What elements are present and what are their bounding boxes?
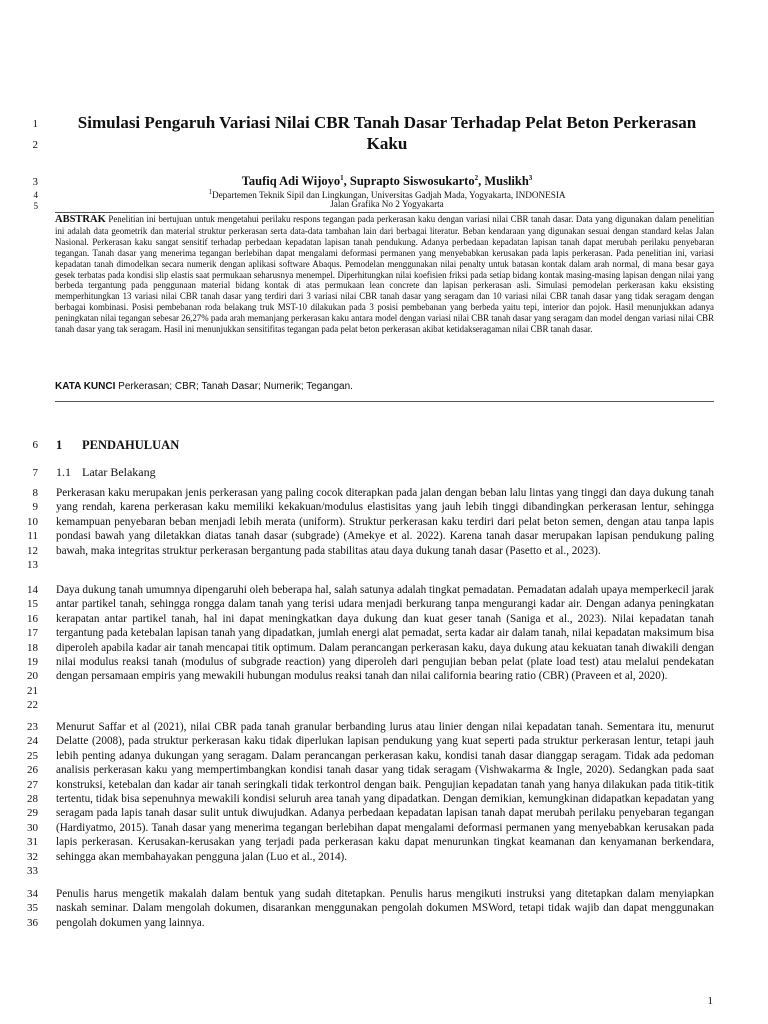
keywords bbox=[55, 381, 353, 392]
line-number: 16 bbox=[27, 612, 38, 625]
paper-title: Simulasi Pengaruh Variasi Nilai CBR Tanah Dasar Terhadap Pelat Beton Perkerasan Kaku bbox=[77, 113, 697, 153]
line-number: 5 bbox=[33, 201, 38, 211]
author-name: Muslikh bbox=[484, 174, 529, 189]
body-paragraph: Menurut Saffar et al (2021), nilai CBR pada tanah granular berbanding lurus atau linier dengan nilai kepadatan tanah. Sementara itu, menurut Delatte (2008), pada struktur perkerasan kaku tidak diperlukan lapisan pendukung yang kuat seperti pada struktur perkerasan lentur, tetapi jauh lebih penting adanya dukungan yang seragam. Dalam perancangan perkerasan kaku, kondisi tanah dasar dianggap seragam. Tidak ada pedoman analisis perkerasan kaku yang mempertimbangkan kondisi tanah dasar yang tidak seragam (Vishwakarma & Ingle, 2020). Sedangkan pada saat konstruksi, ketebalan dan kadar air tanah seringkali tidak terkontrol dengan baik. Pengujian kepadatan tanah yang hanya dilakukan pada titik-titik tertentu, tidak bisa sepenuhnya mewakili kondisi seluruh area tanah yang dipadatkan. Dengan demikian, kemungkinan didapatkan kepadatan yang seragam pada lapis tanah dasar sulit untuk diwujudkan. Adanya perbedaan kepadatan lapisan tanah dapat merubah perilaku penyebaran tegangan (Hardiyatmo, 2015). Tanah dasar yang menerima tegangan berlebihan dapat mengalami deformasi permanen yang menyebabkan kerusakan pada lapis perkerasan. Kerusakan-kerusakan yang terjadi pada perkerasan kaku dapat menurunkan tingkat keamanan dan kenyamanan berkendara, sehingga akan membahayakan pengguna jalan (Luo et al., 2014). bbox=[56, 721, 714, 863]
line-number: 11 bbox=[27, 530, 38, 543]
section-number: 1 bbox=[56, 438, 63, 452]
keywords-label: KATA KUNCI bbox=[55, 381, 116, 392]
affiliation-address: Jalan Grafika No 2 Yogyakarta bbox=[330, 199, 444, 209]
subsection-number: 1.1 bbox=[56, 465, 71, 479]
line-number: 21 bbox=[27, 684, 38, 697]
line-number: 7 bbox=[32, 467, 38, 479]
line-number: 17 bbox=[27, 627, 38, 640]
line-number: 22 bbox=[27, 699, 38, 712]
line-number: 29 bbox=[27, 807, 38, 820]
line-number: 14 bbox=[27, 584, 38, 596]
line-number: 25 bbox=[27, 749, 38, 762]
section-title: PENDAHULUAN bbox=[82, 438, 180, 452]
keywords-text: Perkerasan; CBR; Tanah Dasar; Numerik; Tegangan. bbox=[118, 381, 353, 392]
author-affiliation-mark: 3 bbox=[528, 174, 533, 182]
line-number: 35 bbox=[27, 902, 38, 915]
line-number: 4 bbox=[33, 190, 38, 200]
line-number: 12 bbox=[27, 544, 38, 557]
line-number: 24 bbox=[27, 735, 38, 748]
line-number: 30 bbox=[27, 821, 38, 834]
affiliation-mark: 1 bbox=[208, 188, 212, 196]
abstract-label: ABSTRAK bbox=[55, 214, 106, 225]
subsection-title: Latar Belakang bbox=[82, 465, 156, 479]
line-number: 27 bbox=[27, 778, 38, 791]
line-number: 8 bbox=[32, 487, 38, 499]
line-number: 13 bbox=[27, 559, 38, 571]
body-paragraph: Perkerasan kaku merupakan jenis perkerasan yang paling cocok diterapkan pada jalan dengan beban lalu lintas yang tinggi dan daya dukung tanah yang rendah, karena perkerasan kaku memiliki kekakuan/modulus elastisitas yang jauh lebih tinggi dibandingkan perkerasan lentur, sehingga kemampuan penyebaran beban menjadi lebih merata (uniform). Struktur perkerasan kaku terdiri dari pelat beton semen, dengan atau tanpa lapis pondasi bawah yang diletakkan diatas tanah dasar (subgrade) (Amekye et al. 2022). Karena tanah dasar merupakan lapisan pendukung paling bawah, maka integritas struktur perkerasan bergantung pada stabilitas atau daya dukung tanah dasar (Pasetto et al., 2023). bbox=[56, 487, 714, 557]
line-number: 31 bbox=[27, 836, 38, 849]
line-number: 19 bbox=[27, 656, 38, 668]
line-number: 23 bbox=[27, 721, 38, 733]
line-number: 28 bbox=[27, 793, 38, 805]
line-number: 3 bbox=[32, 176, 38, 188]
divider bbox=[55, 401, 714, 402]
page-number: 1 bbox=[707, 995, 713, 1007]
author-name: Suprapto Siswosukarto bbox=[349, 174, 475, 189]
affiliation-line: Departemen Teknik Sipil dan Lingkungan, Universitas Gadjah Mada, Yogyakarta, INDONESIA bbox=[211, 190, 566, 201]
line-number: 20 bbox=[27, 670, 38, 683]
author-list: Taufiq Adi Wijoyo$^1$, Suprapto Siswosukarto$^2$, Muslikh$^3$ bbox=[241, 174, 533, 189]
divider bbox=[55, 212, 714, 213]
line-number: 32 bbox=[27, 850, 38, 863]
author-affiliation-mark: 1 bbox=[340, 174, 344, 182]
subsection-heading bbox=[56, 465, 156, 480]
body-paragraph: Penulis harus mengetik makalah dalam bentuk yang sudah ditetapkan. Penulis harus mengikuti instruksi yang ditetapkan dalam menyiapkan naskah seminar. Dalam mengolah dokumen, disarankan menggunakan pengolah dokumen MSWord, tetapi tidak wajib dan dapat menggunakan pengolah dokumen yang lainnya. bbox=[56, 888, 714, 929]
line-number: 10 bbox=[27, 515, 38, 528]
abstract bbox=[55, 214, 714, 335]
line-number: 6 bbox=[32, 439, 38, 451]
author-name: Taufiq Adi Wijoyo bbox=[241, 174, 341, 189]
line-number: 2 bbox=[32, 139, 38, 151]
line-number: 18 bbox=[27, 641, 38, 654]
body-paragraph: Daya dukung tanah umumnya dipengaruhi oleh beberapa hal, salah satunya adalah tingkat pemadatan. Pemadatan adalah upaya memperkecil jarak antar partikel tanah, sehingga rongga dalam tanah yang terisi udara menjadi berkurang tanpa mengurangi kadar air. Dengan adanya peningkatan kerapatan antar partikel tanah, hal ini dapat meningkatkan daya dukung dan kuat geser tanah (Saniga et al., 2023). Nilai kepadatan tanah tergantung pada ketebalan lapisan tanah yang dipadatkan, jumlah energi alat pemadat, serta kadar air dalam tanah, nilai kepadatan maksimum bisa diperoleh apabila kadar air tanah mencapai titik optimum. Dalam perancangan perkerasan kaku, daya dukung atau kekuatan tanah diwakili dengan nilai modulus reaksi tanah (modulus of subgrade reaction) yang diperoleh dari pengujian beban pelat (plate load test) atau melalui pendekatan dengan persamaan empiris yang mewakili hubungan modulus reaksi tanah dan nilai california bearing ratio (CBR) (Praveen et al, 2020). bbox=[56, 584, 714, 683]
abstract-text: Penelitian ini bertujuan untuk mengetahui perilaku respons tegangan pada perkerasan kaku dengan variasi nilai CBR tanah dasar. Data yang digunakan dalam penelitian ini adalah data geometrik dan material struktur perkerasan serta data-data tambahan lain dari berbagai literatur. Beban kendaraan yang digunakan sesuai dengan standard kelas Jalan Nasional. Perkerasan kaku sangat sensitif terhadap perbedaan kepadatan lapisan tanah pendukung. Adanya perbedaan kepadatan lapisan tanah dapat merubah perilaku penyebaran tegangan. Tanah dasar yang menerima tegangan berlebihan dapat mengalami deformasi permanen yang menyebabkan kerusakan pada lapis perkerasan. Pada penelitian ini, variasi kepadatan tanah dimodelkan secara numerik dengan aplikasi software Abaqus. Pemodelan menggunakan nilai penalty untuk batasan kontak dalam arah normal, di mana besar gaya gesek terbatas pada kondisi slip elastis saat permukaan seharusnya menempel. Diperhitungkan nilai koefisien friksi pada setiap bidang kontak masing-masing lapisan dengan nilai yang berbeda tergantung pada penggunaan material bidang kontak di atas permukaan lean concrete dan lapisan perkerasan asli. Simulasi pemodelan perkerasan kaku eksisting memperhitungkan 13 variasi nilai CBR tanah dasar yang terdiri dari 3 variasi nilai CBR tanah dasar yang seragam dan 10 variasi nilai CBR tanah dasar yang tidak seragam dengan berbagai kombinasi. Posisi pembebanan roda belakang truk MST-10 dilakukan pada 3 posisi pembebanan yang berbeda yaitu tepi, interior dan pojok. Hasil menunjukkan adanya peningkatan nilai tegangan sebesar 26,27% pada arah memanjang perkerasan kaku antara model dengan variasi nilai CBR tanah dasar yang seragam dan model dengan variasi nilai CBR tanah dasar yang tak seragam. Hasil ini menunjukkan sensitifitas tegangan pada pelat beton perkerasan akibat ketidakseragaman nilai CBR tanah dasar. bbox=[55, 214, 715, 335]
line-number: 36 bbox=[27, 916, 38, 929]
line-number: 15 bbox=[27, 598, 38, 611]
line-number: 9 bbox=[32, 501, 38, 514]
line-number: 1 bbox=[32, 118, 38, 130]
author-affiliation-mark: 2 bbox=[474, 174, 479, 182]
line-number: 34 bbox=[27, 888, 38, 900]
section-heading bbox=[56, 438, 179, 453]
line-number: 26 bbox=[27, 764, 38, 777]
line-number: 33 bbox=[27, 865, 38, 877]
